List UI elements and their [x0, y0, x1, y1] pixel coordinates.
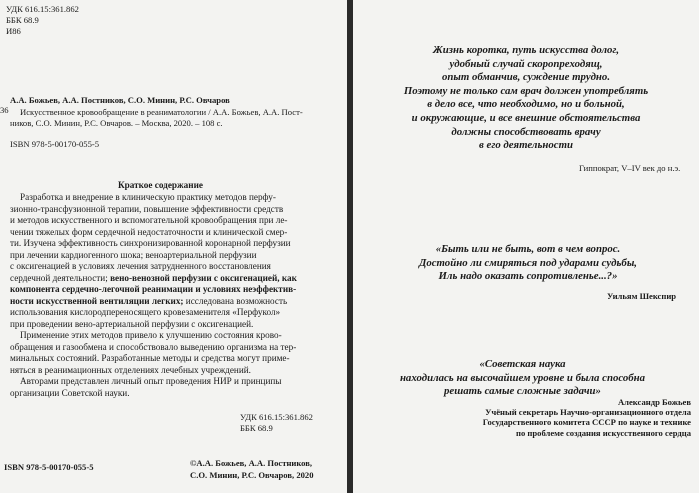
summary-line-mixed: [10, 273, 340, 285]
udk-code: УДК 616.15:361.862: [6, 4, 79, 14]
quote-author-line: Александр Божьев: [617, 397, 691, 407]
summary-title: Краткое содержание: [118, 180, 203, 190]
quote-author: Уильям Шекспир: [607, 291, 677, 301]
summary-para3-line: организации Советской науки.: [10, 387, 130, 398]
quote-line: «Советская наука: [479, 358, 566, 370]
quote-line: должны способствовать врачу: [451, 125, 601, 138]
quote-author-line: по проблеме создания искусственного сердца: [516, 427, 691, 438]
citation-line: ников, С.О. Минин, Р.С. Овчаров. – Москва, 2020. – 108 с.: [10, 118, 223, 128]
quote-line: и окружающие, и все внешние обстоятельства: [411, 111, 641, 124]
hippocrates-quote: [371, 44, 681, 153]
right-page: [353, 0, 699, 493]
summary-line: и методов искусственного и вспомогательной кровообращения при ле-: [10, 215, 288, 225]
footer-bbk: ББК 68.9: [240, 423, 273, 433]
quote-line: находилась на высочайшем уровне и была способна: [399, 371, 646, 384]
summary-line: ти. Изучена эффективность синхронизированной коронарной перфузии: [10, 238, 291, 248]
quote-author-line: Государственного комитета СССР по науке и технике: [482, 417, 691, 428]
quote-line: «Быть или не быть, вот в чем вопрос.: [435, 243, 621, 255]
summary-para2-line: обращения и газообмена и способствовало выведению организма на тер-: [10, 341, 297, 352]
authors-line: А.А. Божьев, А.А. Постников, С.О. Минин, Р.С. Овчаров: [10, 95, 230, 105]
summary-line: сердечной деятельности;: [10, 272, 108, 283]
summary-para2-line: няться в реанимационных отделениях лечебных учреждений.: [10, 364, 251, 375]
left-page: [0, 0, 347, 493]
summary-bold-tail: исследована возможность: [185, 295, 288, 306]
summary-para2-line: Применение этих методов привело к улучшению состояния крово-: [20, 330, 282, 340]
summary-body: [10, 192, 340, 399]
summary-line: чении тяжелых форм сердечной недостаточности и клинической смер-: [10, 226, 288, 237]
quote-author-line: Учёный секретарь Научно-организационного отдела: [485, 407, 691, 418]
summary-line: при проведении вено-артериальной перфузии с оксигенацией.: [10, 318, 254, 329]
quote-line: удобный случай скоропреходящ,: [449, 57, 603, 70]
author-mark: И86: [6, 26, 21, 36]
summary-para2-line: минальных состояний. Разработанные методы и средства могут приме-: [10, 353, 290, 363]
footer-isbn: ISBN 978-5-00170-055-5: [4, 462, 94, 472]
quote-line: опыт обманчив, суждение трудно.: [441, 71, 611, 84]
summary-line: с оксигенацией в условиях лечения затрудненного восстановления: [10, 261, 271, 271]
summary-line: использования кислородпереносящего кровезаменителя «Перфукол»: [10, 307, 281, 317]
margin-number: 36: [0, 105, 9, 115]
summary-line-mixed: [10, 296, 340, 308]
copyright-line: ©А.А. Божьев, А.А. Постников,: [190, 458, 313, 468]
quote-author-block: [413, 397, 691, 438]
isbn: ISBN 978-5-00170-055-5: [10, 139, 100, 149]
quote-author: Гиппократ, V–IV век до н.э.: [579, 163, 681, 173]
quote-line: в его деятельности: [479, 139, 573, 152]
bbk-code: ББК 68.9: [6, 15, 39, 25]
quote-line: решать самые сложные задачи»: [444, 385, 601, 398]
quote-line: в дело все, что необходимо, но и больной,: [427, 98, 625, 111]
summary-bold-inline: вено-венозной перфузии с оксигенацией, как: [110, 272, 297, 283]
summary-bold-line: компонента сердечно-легочной реанимации и условиях неэффектив-: [10, 284, 297, 294]
quote-line: Иль надо оказать сопротивленье...?»: [438, 270, 618, 283]
summary-line: зионно-трансфузионной терапии, повышение эффективности средств: [10, 203, 284, 214]
quote-line: Поэтому не только сам врач должен употреблять: [403, 84, 649, 97]
summary-bold-line: ности искусственной вентиляции легких;: [10, 295, 184, 306]
quote-line: Жизнь коротка, путь искусства долог,: [432, 44, 620, 56]
summary-line: Разработка и внедрение в клиническую практику методов перфу-: [20, 192, 276, 202]
quote-line: Достойно ли смиряться под ударами судьбы,: [418, 256, 638, 269]
summary-line: при лечении кардиогенного шока; веноартериальной перфузии: [10, 249, 257, 260]
summary-para3-line: Авторами представлен личный опыт проведения НИР и принципы: [20, 376, 282, 386]
footer-udk: УДК 616.15:361.862: [240, 412, 313, 422]
soviet-science-quote: [365, 358, 680, 399]
copyright-line: С.О. Минин, Р.С. Овчаров, 2020: [190, 470, 314, 480]
shakespeare-quote: [383, 243, 673, 284]
citation-line: Искусственное кровообращение в реаниматологии / А.А. Божьев, А.А. Пост-: [20, 107, 303, 117]
